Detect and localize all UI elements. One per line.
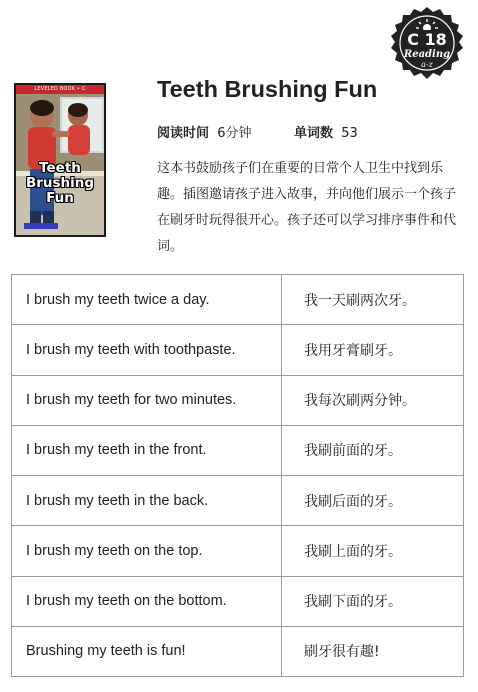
book-cover: [14, 83, 106, 237]
table-row: [12, 526, 464, 576]
sentence-zh: 我每次刷两分钟。: [282, 375, 464, 425]
cover-title-line: Teeth: [39, 160, 81, 176]
sentence-en: I brush my teeth twice a day.: [12, 275, 282, 325]
badge-brand: Reading: [403, 49, 451, 60]
word-count: [294, 122, 358, 141]
cover-title-line: Brushing: [25, 175, 95, 191]
reading-time: [157, 122, 252, 141]
table-row: [12, 576, 464, 626]
reading-time-label: 阅读时间: [157, 126, 210, 141]
sentence-en: I brush my teeth in the front.: [12, 425, 282, 475]
sentence-en: I brush my teeth on the bottom.: [12, 576, 282, 626]
sentence-en: I brush my teeth for two minutes.: [12, 375, 282, 425]
sentence-zh: 我刷下面的牙。: [282, 576, 464, 626]
sentence-en: I brush my teeth on the top.: [12, 526, 282, 576]
word-count-value: 53: [341, 126, 358, 141]
sentence-zh: 刷牙很有趣!: [282, 626, 464, 676]
cover-title-line: Fun: [46, 190, 74, 206]
badge-brand-sub: a-z: [421, 60, 433, 69]
sentence-en: I brush my teeth with toothpaste.: [12, 325, 282, 375]
sentence-en: I brush my teeth in the back.: [12, 476, 282, 526]
book-title: Teeth Brushing Fun: [157, 76, 378, 102]
table-row: [12, 626, 464, 676]
sentence-zh: 我刷前面的牙。: [282, 425, 464, 475]
table-row: [12, 325, 464, 375]
sentence-zh: 我刷后面的牙。: [282, 476, 464, 526]
word-count-label: 单词数: [294, 126, 334, 141]
table-row: [12, 275, 464, 325]
table-row: [12, 425, 464, 475]
book-description: 这本书鼓励孩子们在重要的日常个人卫生中找到乐趣。插图邀请孩子进入故事，并向他们展示一个孩子在刷牙时玩得很开心。孩子还可以学习排序事件和代词。: [157, 161, 457, 254]
sentence-table: [11, 274, 464, 677]
sentence-en: Brushing my teeth is fun!: [12, 626, 282, 676]
reading-time-value: 6分钟: [217, 126, 252, 141]
cover-title: [16, 161, 104, 206]
badge-level: C 18: [407, 30, 447, 49]
table-row: [12, 476, 464, 526]
sentence-zh: 我一天刷两次牙。: [282, 275, 464, 325]
table-row: [12, 375, 464, 425]
sentence-zh: 我用牙膏刷牙。: [282, 325, 464, 375]
sentence-zh: 我刷上面的牙。: [282, 526, 464, 576]
level-badge: [389, 6, 465, 82]
cover-series-strip: LEVELED BOOK • C: [16, 85, 104, 94]
